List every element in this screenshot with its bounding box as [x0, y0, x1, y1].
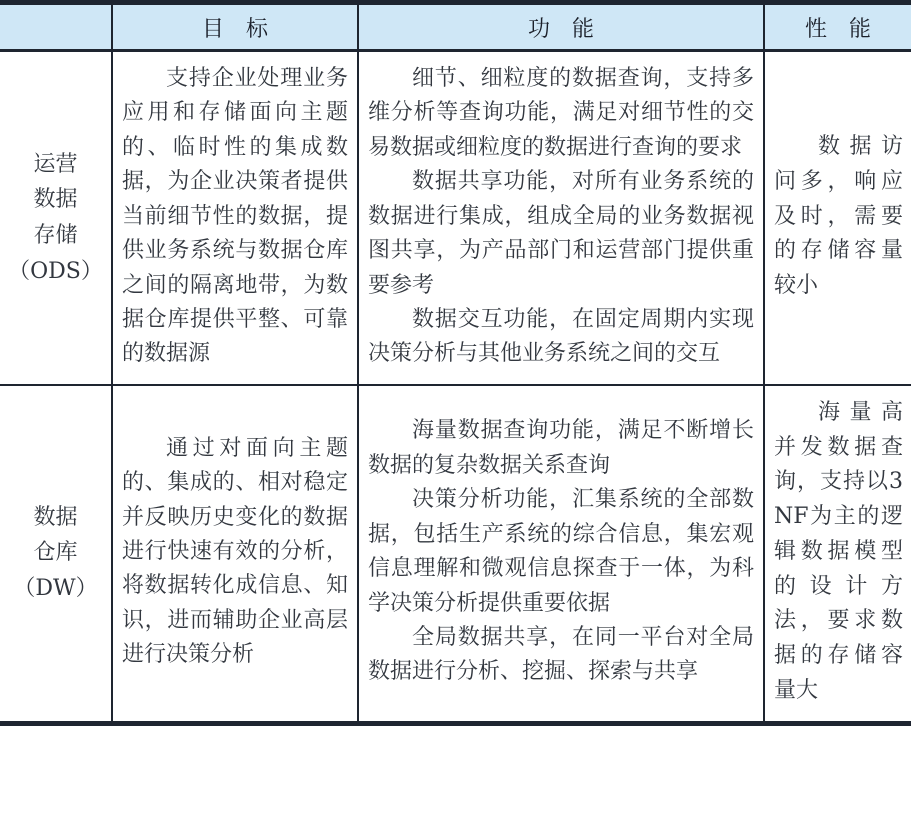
category-line: 数据 [33, 187, 78, 213]
table-header [0, 3, 911, 51]
column-header-performance: 性 能 [764, 3, 911, 51]
function-paragraph: 细节、细粒度的数据查询，支持多维分析等查询功能，满足对细节性的交易数据或细粒度的数据进行查询的要求 [368, 66, 754, 160]
performance-paragraph: 海量高并发数据查询，支持以3NF为主的逻辑数据模型的设计方法，要求数据的存储容量大 [774, 399, 903, 703]
column-header-function: 功 能 [358, 3, 764, 51]
function-paragraph: 决策分析功能，汇集系统的全部数据，包括生产系统的综合信息，集宏观信息理解和微观信息探查于一体，为科学决策分析提供重要依据 [368, 487, 754, 616]
category-line: 数据 [33, 504, 78, 530]
function-paragraph: 海量数据查询功能，满足不断增长数据的复杂数据关系查询 [368, 418, 754, 478]
column-header-category [0, 3, 112, 51]
category-line: （ODS） [8, 258, 103, 284]
row-category-dw [0, 385, 112, 723]
header-row [0, 3, 911, 51]
function-paragraph: 全局数据共享，在同一平台对全局数据进行分析、挖掘、探索与共享 [368, 625, 754, 685]
category-line: 存储 [33, 222, 78, 248]
cell-goal-dw [112, 385, 358, 723]
cell-performance-ods [764, 51, 911, 385]
cell-performance-dw [764, 385, 911, 723]
category-line: （DW） [13, 575, 98, 601]
function-paragraph: 数据共享功能，对所有业务系统的数据进行集成，组成全局的业务数据视图共享，为产品部门和运营部门提供重要参考 [368, 169, 754, 298]
cell-function-dw [358, 385, 764, 723]
table-row [0, 51, 911, 385]
table-body [0, 51, 911, 724]
category-line: 仓库 [33, 540, 78, 566]
category-line: 运营 [33, 151, 78, 177]
cell-goal-ods [112, 51, 358, 385]
column-header-goal: 目 标 [112, 3, 358, 51]
performance-paragraph: 数据访问多，响应及时，需要的存储容量较小 [774, 134, 903, 299]
table-row [0, 385, 911, 723]
row-category-ods [0, 51, 112, 385]
goal-paragraph: 通过对面向主题的、集成的、相对稳定并反映历史变化的数据进行快速有效的分析，将数据转化成信息、知识，进而辅助企业高层进行决策分析 [122, 435, 348, 668]
goal-paragraph: 支持企业处理业务应用和存储面向主题的、临时性的集成数据，为企业决策者提供当前细节性的数据，提供业务系统与数据仓库之间的隔离地带，为数据仓库提供平整、可靠的数据源 [122, 66, 348, 367]
function-paragraph: 数据交互功能，在固定周期内实现决策分析与其他业务系统之间的交互 [368, 306, 754, 367]
cell-function-ods [358, 51, 764, 385]
